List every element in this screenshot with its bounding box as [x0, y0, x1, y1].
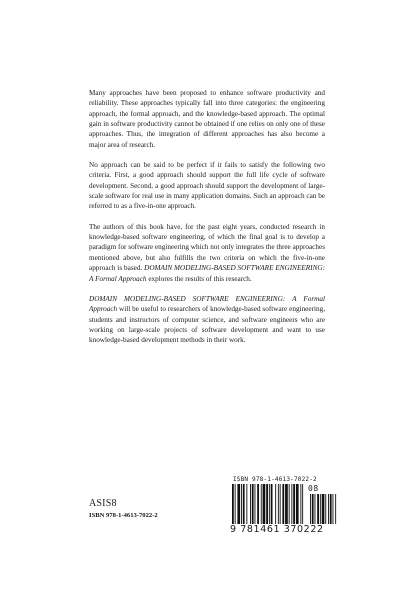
- blurb-text: [89, 88, 325, 356]
- barcode-addon-digits: 08: [308, 484, 319, 493]
- barcode-bars-icon: [230, 484, 342, 526]
- paragraph-text: Many approaches have been proposed to enhance software productivity and reliability. These approaches typically fall into three categories: the engineering approach, the formal approach, and the knowledge-based approach. The optimal gain in software productivity cannot be obtained if one relies on only one of these approaches. Thus, the integration of different approaches has also become a major area of research.: [89, 89, 325, 149]
- book-title-italic: DOMAIN MODELING-BASED SOFTWARE ENGINEERING: A Formal Approach: [89, 264, 325, 283]
- barcode-ean-number: 9 781461 370222: [230, 524, 324, 535]
- isbn-label: ISBN 978-1-4613-7022-2: [89, 512, 158, 519]
- paragraph-text: will be useful to researchers of knowledge-based software engineering, students and instructors of computer science, and software engineers who are working on large-scale projects of software development and want to use knowledge-based development methods in their work.: [89, 305, 325, 345]
- barcode-isbn-text: ISBN 978-1-4613-7022-2: [233, 476, 317, 483]
- paragraph-text: The authors of this book have, for the past eight years, conducted research in knowledge-based software engineering, of which the final goal is to develop a paradigm for software engineering which not only integrates the three approaches mentioned above, but also fulfills the two criteria on which the five-in-one approach is based.: [89, 222, 325, 273]
- book-title-italic: DOMAIN MODELING-BASED SOFTWARE ENGINEERING: A Formal Approach: [89, 294, 325, 314]
- blurb-paragraph: [89, 160, 325, 212]
- blurb-paragraph: [89, 222, 325, 284]
- paragraph-text: No approach can be said to be perfect if it fails to satisfy the following two criteria. First, a good approach should support the full life cycle of software development. Second, a good approach should support the development of large-scale software for real use in many application domains. Such an approach can be referred to as a five-in-one approach.: [89, 161, 325, 211]
- paragraph-text: explores the results of this research.: [146, 274, 252, 283]
- barcode: [230, 476, 342, 544]
- publisher-code: ASIS8: [89, 498, 117, 509]
- blurb-paragraph: [89, 88, 325, 150]
- blurb-paragraph: [89, 294, 325, 346]
